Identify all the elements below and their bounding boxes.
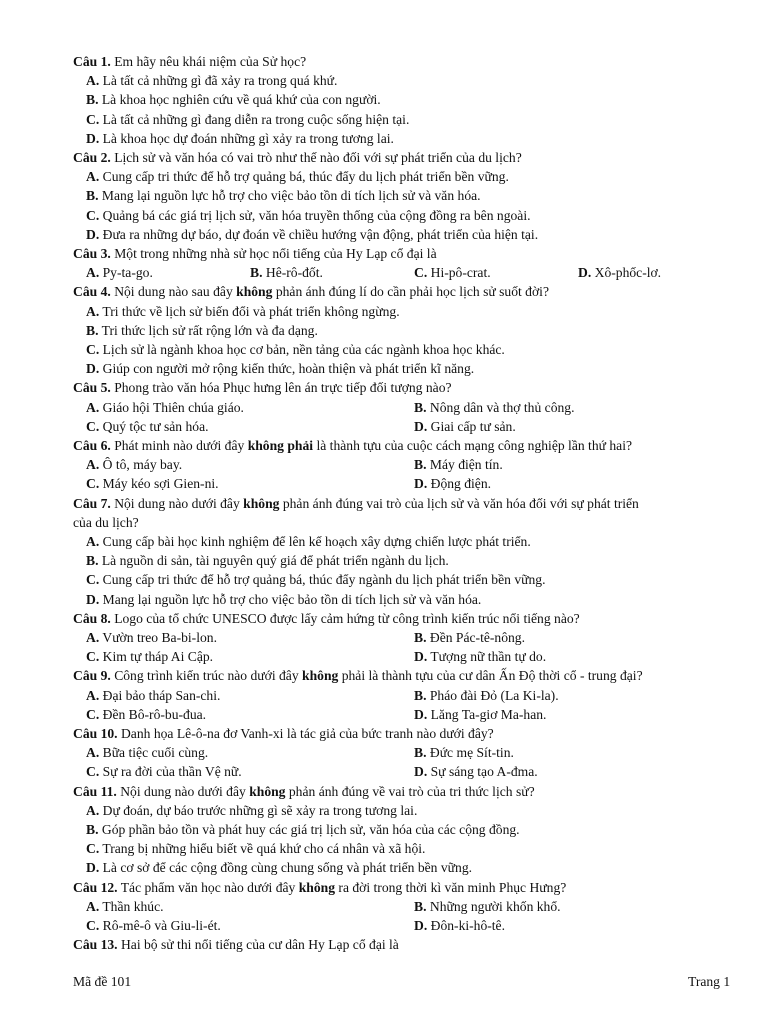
- option-label: C.: [86, 649, 100, 665]
- option-label: A.: [86, 303, 100, 319]
- question-number: Câu 6.: [73, 438, 111, 453]
- option-text: Py-ta-go.: [102, 265, 153, 281]
- option-label: A.: [86, 265, 100, 281]
- question-number: Câu 13.: [73, 937, 118, 953]
- question-4: [73, 282, 549, 301]
- question-text: ra đời trong thời kì văn minh Phục Hưng?: [335, 879, 567, 895]
- option-text: Đức mẹ Sít-tin.: [429, 745, 514, 761]
- question-text: Phong trào văn hóa Phục hưng lên án trực tiếp đối tượng nào?: [114, 380, 452, 396]
- option-text: Sự ra đời của thần Vệ nữ.: [102, 764, 242, 780]
- question-text: phản ánh đúng về vai trò của tri thức lịch sử?: [285, 783, 535, 799]
- option-text: Tri thức lịch sử rất rộng lớn và đa dạng.: [101, 322, 318, 338]
- question-1: [73, 52, 306, 71]
- option-text: Bữa tiệc cuối cùng.: [102, 745, 209, 761]
- option-text: Tượng nữ thần tự do.: [430, 649, 547, 665]
- option-1c: [86, 110, 409, 129]
- option-12a: [86, 897, 164, 916]
- option-11c: [86, 839, 425, 858]
- option-label: B.: [414, 745, 427, 761]
- option-10c: [86, 762, 242, 781]
- option-text: Dự đoán, dự báo trước những gì sẽ xảy ra trong tương lai.: [102, 802, 418, 818]
- question-number: Câu 4.: [73, 284, 111, 300]
- question-text: Nội dung nào sau đây: [114, 284, 237, 300]
- question-number: Câu 11.: [73, 783, 117, 799]
- option-text: Là khoa học dự đoán những gì xảy ra trong tương lai.: [102, 130, 394, 146]
- question-text: Công trình kiến trúc nào dưới đây: [114, 668, 303, 684]
- option-9a: [86, 686, 220, 705]
- option-11a: [86, 801, 417, 820]
- option-label: A.: [86, 687, 100, 703]
- option-label: C.: [86, 207, 100, 223]
- option-1d: [86, 129, 394, 148]
- option-10a: [86, 743, 208, 762]
- option-12b: [414, 897, 561, 916]
- question-number: Câu 9.: [73, 668, 111, 684]
- option-label: B.: [414, 898, 427, 914]
- option-3b: [250, 263, 323, 282]
- exam-code: Mã đề 101: [73, 974, 132, 989]
- question-6: [73, 436, 632, 455]
- option-11b: [86, 820, 520, 839]
- option-label: C.: [86, 418, 100, 434]
- question-11: [73, 782, 535, 801]
- question-text: Một trong những nhà sử học nổi tiếng của Hy Lạp cổ đại là: [114, 246, 437, 261]
- option-5c: [86, 417, 209, 436]
- question-text: phản ánh đúng vai trò của lịch sử và văn hóa đối với sự phát triển: [279, 495, 639, 511]
- option-text: Kim tự tháp Ai Cập.: [102, 649, 214, 665]
- option-label: B.: [86, 188, 99, 204]
- question-text: Lịch sử và văn hóa có vai trò như thế nào đối với sự phát triển của du lịch?: [114, 150, 522, 165]
- option-label: B.: [86, 92, 99, 108]
- question-emphasis: không phải: [247, 438, 314, 453]
- option-text: Cung cấp tri thức để hỗ trợ quảng bá, thúc đẩy du lịch phát triển bền vững.: [102, 169, 509, 185]
- option-8d: [414, 647, 546, 666]
- option-9b: [414, 686, 559, 705]
- question-text: Em hãy nêu khái niệm của Sử học?: [114, 54, 307, 69]
- option-text: Góp phần bảo tồn và phát huy các giá trị lịch sử, văn hóa của các cộng đồng.: [101, 822, 520, 837]
- option-text: Là nguồn di sản, tài nguyên quý giá để phát triển ngành du lịch.: [101, 553, 449, 569]
- option-text: Đền Bô-rô-bu-đua.: [102, 706, 207, 722]
- option-text: Cung cấp bài học kinh nghiệm để lên kế hoạch xây dựng chiến lược phát triển.: [102, 534, 531, 549]
- option-label: B.: [86, 822, 99, 837]
- option-label: B.: [250, 265, 263, 281]
- option-label: C.: [86, 572, 100, 588]
- option-text: Quý tộc tư sản hóa.: [102, 418, 209, 434]
- option-text: Tri thức về lịch sử biến đổi và phát triển không ngừng.: [102, 303, 400, 319]
- question-12: [73, 878, 566, 897]
- option-label: D.: [86, 361, 100, 377]
- option-label: C.: [86, 342, 100, 357]
- option-2d: [86, 225, 538, 244]
- option-label: D.: [414, 764, 428, 780]
- option-4c: [86, 340, 505, 359]
- option-7a: [86, 532, 531, 551]
- question-13: [73, 935, 399, 954]
- option-text: Hê-rô-đốt.: [265, 265, 323, 281]
- option-text: Giai cấp tư sản.: [430, 418, 516, 434]
- option-text: Máy điện tín.: [429, 457, 503, 473]
- question-7: [73, 494, 639, 513]
- question-number: Câu 8.: [73, 610, 111, 626]
- question-emphasis: không: [302, 668, 339, 684]
- option-text: Là khoa học nghiên cứu về quá khứ của con người.: [101, 92, 381, 108]
- option-label: C.: [414, 265, 428, 281]
- option-text: Thần khúc.: [102, 898, 164, 914]
- option-label: C.: [86, 706, 100, 722]
- question-text: Nội dung nào dưới đây: [120, 783, 250, 799]
- option-label: D.: [86, 226, 100, 242]
- question-3: [73, 244, 437, 263]
- option-label: B.: [414, 457, 427, 473]
- option-label: D.: [86, 860, 100, 876]
- option-6b: [414, 455, 503, 474]
- option-text: Đưa ra những dự báo, dự đoán về chiều hướng vận động, phát triển của hiện tại.: [102, 226, 539, 242]
- option-9c: [86, 705, 206, 724]
- option-3a: [86, 263, 153, 282]
- option-label: A.: [86, 457, 100, 473]
- option-label: B.: [414, 630, 427, 645]
- option-1b: [86, 90, 381, 109]
- question-number: Câu 5.: [73, 380, 111, 396]
- option-5b: [414, 398, 575, 417]
- option-8c: [86, 647, 213, 666]
- option-label: D.: [578, 265, 592, 281]
- option-3c: [414, 263, 491, 282]
- question-text: Phát minh nào dưới đây: [114, 438, 248, 453]
- option-5a: [86, 398, 244, 417]
- option-text: Những người khốn khổ.: [429, 898, 561, 914]
- option-text: Cung cấp tri thức để hỗ trợ quảng bá, thúc đẩy ngành du lịch phát triển bền vững.: [102, 572, 546, 588]
- question-text: của du lịch?: [73, 514, 139, 530]
- question-text: Danh họa Lê-ô-na đơ Vanh-xi là tác giả của bức tranh nào dưới đây?: [120, 726, 494, 741]
- option-6d: [414, 474, 491, 493]
- question-text: là thành tựu của cuộc cách mạng công nghiệp lần thứ hai?: [313, 438, 633, 453]
- question-10: [73, 724, 494, 743]
- option-4d: [86, 359, 474, 378]
- page-number: Trang 1: [688, 974, 731, 989]
- question-number: Câu 1.: [73, 54, 111, 69]
- option-2b: [86, 186, 481, 205]
- question-5: [73, 378, 452, 397]
- option-label: D.: [414, 706, 428, 722]
- question-text: Nội dung nào dưới đây: [114, 495, 244, 511]
- option-text: Ô tô, máy bay.: [102, 457, 183, 473]
- question-text: Hai bộ sử thi nổi tiếng của cư dân Hy Lạp cổ đại là: [120, 937, 399, 953]
- question-number: Câu 3.: [73, 246, 111, 261]
- question-8: [73, 609, 580, 628]
- option-text: Đền Pác-tê-nông.: [429, 630, 525, 645]
- question-emphasis: không: [298, 879, 336, 895]
- question-text: Tác phẩm văn học nào dưới đây: [120, 879, 299, 895]
- question-2: [73, 148, 522, 167]
- option-7d: [86, 590, 481, 609]
- option-label: A.: [86, 534, 100, 549]
- question-number: Câu 10.: [73, 726, 118, 741]
- option-label: C.: [86, 841, 100, 857]
- option-label: A.: [86, 745, 100, 761]
- option-12d: [414, 916, 505, 935]
- option-text: Là cơ sở để các cộng đồng cùng chung sống và phát triển bền vững.: [102, 860, 473, 876]
- question-emphasis: không: [236, 284, 273, 300]
- option-text: Đôn-ki-hô-tê.: [430, 918, 505, 933]
- option-5d: [414, 417, 516, 436]
- option-3d: [578, 263, 661, 282]
- question-7-continuation: [73, 513, 139, 532]
- option-text: Sự sáng tạo A-đma.: [430, 764, 538, 780]
- question-9: [73, 666, 643, 685]
- option-2a: [86, 167, 509, 186]
- option-label: B.: [86, 553, 99, 569]
- option-label: C.: [86, 918, 100, 933]
- option-label: D.: [86, 591, 100, 607]
- option-label: A.: [86, 73, 100, 89]
- option-text: Máy kéo sợi Gien-ni.: [102, 476, 219, 492]
- option-text: Xô-phốc-lơ.: [594, 265, 662, 281]
- option-2c: [86, 206, 531, 225]
- question-emphasis: không: [243, 495, 280, 511]
- question-number: Câu 7.: [73, 495, 111, 511]
- option-label: A.: [86, 802, 100, 818]
- option-8a: [86, 628, 217, 647]
- option-text: Là tất cả những gì đã xảy ra trong quá khứ.: [102, 73, 338, 89]
- question-emphasis: không: [249, 783, 286, 799]
- option-text: Trang bị những hiểu biết về quá khứ cho cá nhân và xã hội.: [102, 841, 426, 857]
- option-text: Mang lại nguồn lực hỗ trợ cho việc bảo tồn di tích lịch sử và văn hóa.: [102, 591, 482, 607]
- option-text: Rô-mê-ô và Giu-li-ét.: [102, 918, 221, 933]
- option-12c: [86, 916, 221, 935]
- option-label: B.: [86, 322, 99, 338]
- option-text: Pháo đài Đỏ (La Ki-la).: [429, 687, 559, 703]
- question-text: phải là thành tựu của cư dân Ấn Độ thời cổ - trung đại?: [338, 668, 643, 684]
- option-label: C.: [86, 111, 100, 127]
- option-6a: [86, 455, 182, 474]
- option-text: Đại bảo tháp San-chi.: [102, 687, 221, 703]
- option-label: A.: [86, 399, 100, 415]
- option-label: A.: [86, 169, 100, 185]
- option-10b: [414, 743, 514, 762]
- option-7c: [86, 570, 545, 589]
- option-text: Lịch sử là ngành khoa học cơ bản, nền tảng của các ngành khoa học khác.: [102, 342, 505, 357]
- option-text: Vườn treo Ba-bi-lon.: [102, 630, 217, 645]
- option-label: D.: [86, 130, 100, 146]
- option-4b: [86, 321, 318, 340]
- option-text: Lăng Ta-giơ Ma-han.: [430, 706, 547, 722]
- option-text: Giáo hội Thiên chúa giáo.: [102, 399, 244, 415]
- option-label: D.: [414, 418, 428, 434]
- option-label: B.: [414, 687, 427, 703]
- option-11d: [86, 858, 472, 877]
- option-6c: [86, 474, 219, 493]
- option-text: Giúp con người mở rộng kiến thức, hoàn thiện và phát triển kĩ năng.: [102, 361, 475, 377]
- option-10d: [414, 762, 538, 781]
- option-text: Động điện.: [430, 476, 492, 492]
- option-label: C.: [86, 764, 100, 780]
- question-text: Logo của tổ chức UNESCO được lấy cảm hứng từ công trình kiến trúc nổi tiếng nào?: [114, 610, 580, 626]
- option-label: C.: [86, 476, 100, 492]
- option-8b: [414, 628, 525, 647]
- option-label: A.: [86, 898, 100, 914]
- option-text: Quảng bá các giá trị lịch sử, văn hóa truyền thống của cộng đồng ra bên ngoài.: [102, 207, 531, 223]
- option-label: B.: [414, 399, 427, 415]
- option-text: Nông dân và thợ thủ công.: [429, 399, 575, 415]
- option-label: D.: [414, 649, 428, 665]
- option-text: Hi-pô-crat.: [430, 265, 491, 281]
- option-label: D.: [414, 476, 428, 492]
- option-1a: [86, 71, 337, 90]
- option-4a: [86, 302, 400, 321]
- question-text: phản ánh đúng lí do cần phải học lịch sử suốt đời?: [272, 284, 549, 300]
- option-label: A.: [86, 630, 100, 645]
- question-number: Câu 2.: [73, 150, 111, 165]
- option-9d: [414, 705, 546, 724]
- option-7b: [86, 551, 449, 570]
- option-text: Là tất cả những gì đang diễn ra trong cuộc sống hiện tại.: [102, 111, 410, 127]
- option-label: D.: [414, 918, 428, 933]
- question-number: Câu 12.: [73, 879, 118, 895]
- option-text: Mang lại nguồn lực hỗ trợ cho việc bảo tồn di tích lịch sử và văn hóa.: [101, 188, 481, 204]
